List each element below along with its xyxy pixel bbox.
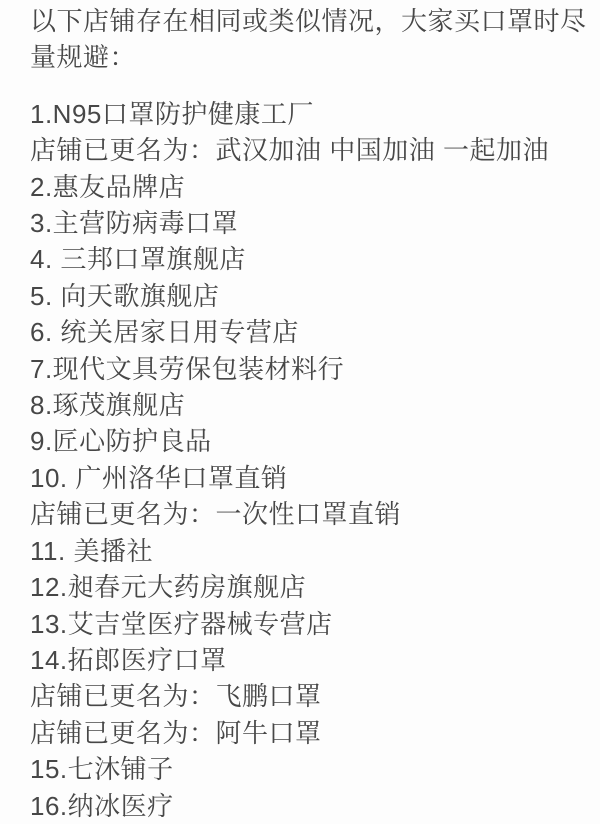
shop-item-line: 1.N95口罩防护健康工厂 [30,98,314,129]
shop-item-line: 15.七沐铺子 [30,754,174,785]
shop-item-line: 6. 统关居家日用专营店 [30,317,299,348]
rename-note-line: 店铺已更名为：武汉加油 中国加油 一起加油 [30,135,549,166]
shop-item-line: 10. 广州洛华口罩直销 [30,462,288,493]
paragraph-gap [30,76,590,96]
rename-note-line: 店铺已更名为：飞鹏口罩 [30,681,322,712]
shop-item-line: 2.惠友品牌店 [30,171,186,202]
shop-list [30,96,590,824]
shop-item-line: 4. 三邦口罩旗舰店 [30,244,246,275]
shop-item-line: 3.主营防病毒口罩 [30,208,239,239]
shop-item-line: 14.拓郎医疗口罩 [30,644,227,675]
shop-item-line: 11. 美播社 [30,535,153,566]
shop-item-line: 12.昶春元大药房旗舰店 [30,572,307,603]
shop-item-line: 9.匠心防护良品 [30,426,212,457]
shop-item-line: 7.现代文具劳保包装材料行 [30,353,345,384]
shop-item-line: 8.琢茂旗舰店 [30,390,186,421]
rename-note-line: 店铺已更名为：阿牛口罩 [30,717,322,748]
rename-note-line: 店铺已更名为：一次性口罩直销 [30,499,402,530]
intro-text: 以下店铺存在相同或类似情况，大家买口罩时尽量规避： [30,6,587,73]
shop-item-line: 5. 向天歌旗舰店 [30,280,220,311]
shop-item-line: 16.纳冰医疗 [30,790,174,821]
shop-item-line: 13.艾吉堂医疗器械专营店 [30,608,333,639]
